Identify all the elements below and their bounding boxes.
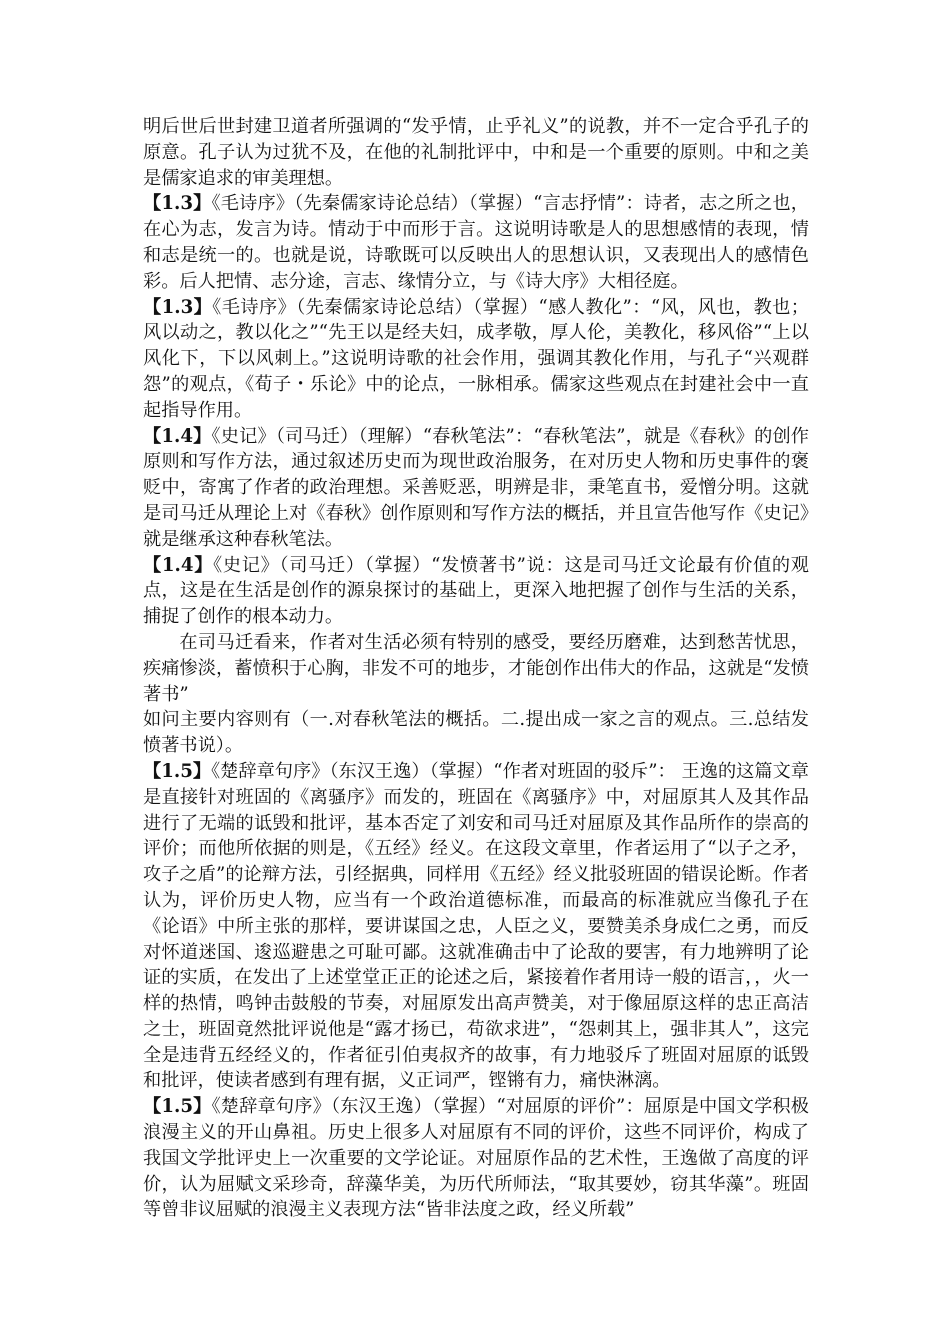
paragraph-5 [143, 553, 809, 630]
section-ref-1-4: 【1.4】 [143, 554, 214, 576]
paragraph-4 [143, 424, 809, 553]
paragraph-3 [143, 295, 809, 424]
document-page [143, 114, 809, 1223]
paragraph-3-text: 《毛诗序》（先秦儒家诗论总结）（掌握）“感人教化”：“风，风也，教也；风以动之，教以化之”“先王以是经夫妇，成孝敬，厚人伦，美教化，移风俗”“上以风化下，下以风刺上。”这说明诗歌的社会作用，强调其教化作用，与孔子“兴观群怨”的观点，《荀子・乐论》中的论点，一脉相承。儒家这些观点在封建社会中一直起指导作用。 [143, 296, 809, 421]
paragraph-1 [143, 114, 809, 191]
section-ref-1-3: 【1.3】 [143, 296, 213, 318]
paragraph-7 [143, 707, 809, 759]
section-ref-1-4: 【1.4】 [143, 425, 212, 447]
paragraph-8-text: 《楚辞章句序》（东汉王逸）（掌握）“作者对班固的驳斥”： 王逸的这篇文章是直接针对班固的《离骚序》而发的，班固在《离骚序》中，对屈原其人及其作品进行了无端的诋毁和批评，基本否定了刘安和司马迁对屈原及其作品所作的崇高的评价；而他所依据的则是，《五经》经义。在这段文章里，作者运用了“以子之矛，攻子之盾”的论辩方法，引经据典，同样用《五经》经义批驳班固的错误论断。作者认为，评价历史人物，应当有一个政治道德标准，而最高的标准就应当像孔子在《论语》中所主张的那样，要讲谋国之忠，人臣之义，要赞美杀身成仁之勇，而反对怀道迷国、逡巡避患之可耻可鄙。这就准确击中了论敌的要害，有力地辨明了论证的实质，在发出了上述堂堂正正的论述之后，紧接着作者用诗一般的语言，，火一样的热情，鸣钟击鼓般的节奏，对屈原发出高声赞美，对于像屈原这样的忠正高洁之士，班固竟然批评说他是“露才扬已，苟欲求进”，“怨刺其上，强非其人”，这完全是违背五经经义的，作者征引伯夷叔齐的故事，有力地驳斥了班固对屈原的诋毁和批评，使读者感到有理有据，义正词严，铿锵有力，痛快淋漓。 [143, 760, 809, 1092]
paragraph-9-text: 《楚辞章句序》（东汉王逸）（掌握）“对屈原的评价”：屈原是中国文学积极浪漫主义的开山鼻祖。历史上很多人对屈原有不同的评价，这些不同评价，构成了我国文学批评史上一次重要的文学论证。对屈原作品的艺术性，王逸做了高度的评价，认为屈赋文采珍奇，辞藻华美，为历代所师法，“取其要妙，窃其华藻”。班固等曾非议屈赋的浪漫主义表现方法“皆非法度之政，经义所载” [143, 1096, 809, 1221]
section-ref-1-3: 【1.3】 [143, 193, 212, 215]
paragraph-9 [143, 1094, 809, 1223]
paragraph-1-text: 明后世后世封建卫道者所强调的“发乎情，止乎礼义”的说教，并不一定合乎孔子的原意。孔子认为过犹不及，在他的礼制批评中，中和是一个重要的原则。中和之美是儒家追求的审美理想。 [143, 116, 809, 189]
paragraph-2 [143, 191, 809, 294]
paragraph-7-text: 如问主要内容则有（一.对春秋笔法的概括。二.提出成一家之言的观点。三.总结发愤著书说）。 [143, 709, 809, 757]
paragraph-2-text: 《毛诗序》（先秦儒家诗论总结）（掌握）“言志抒情”：诗者，志之所之也，在心为志，发言为诗。情动于中而形于言。这说明诗歌是人的思想感情的表现，情和志是统一的。也就是说，诗歌既可以反映出人的思想认识，又表现出人的感情色彩。后人把情、志分途，言志、缘情分立，与《诗大序》大相径庭。 [143, 193, 809, 292]
paragraph-5-text: 《史记》（司马迁）（掌握）“发愤著书”说：这是司马迁文论最有价值的观点，这是在生活是创作的源泉探讨的基础上，更深入地把握了创作与生活的关系，捕捉了创作的根本动力。 [143, 554, 809, 628]
paragraph-6 [143, 630, 809, 707]
paragraph-6-text: 在司马迁看来，作者对生活必须有特别的感受，要经历磨难，达到愁苦忧思，疾痛惨淡，蓄愤积于心胸，非发不可的地步，才能创作出伟大的作品，这就是“发愤著书” [143, 631, 809, 705]
section-ref-1-5: 【1.5】 [143, 760, 212, 782]
section-ref-1-5: 【1.5】 [143, 1096, 212, 1118]
paragraph-8 [143, 759, 809, 1094]
paragraph-4-text: 《史记》（司马迁）（理解）“春秋笔法”：“春秋笔法”，就是《春秋》的创作原则和写作方法，通过叙述历史而为现世政治服务，在对历史人物和历史事件的褒贬中，寄寓了作者的政治理想。采善贬恶，明辨是非，秉笔直书，爱憎分明。这就是司马迁从理论上对《春秋》创作原则和写作方法的概括，并且宣告他写作《史记》就是继承这种春秋笔法。 [143, 425, 809, 550]
